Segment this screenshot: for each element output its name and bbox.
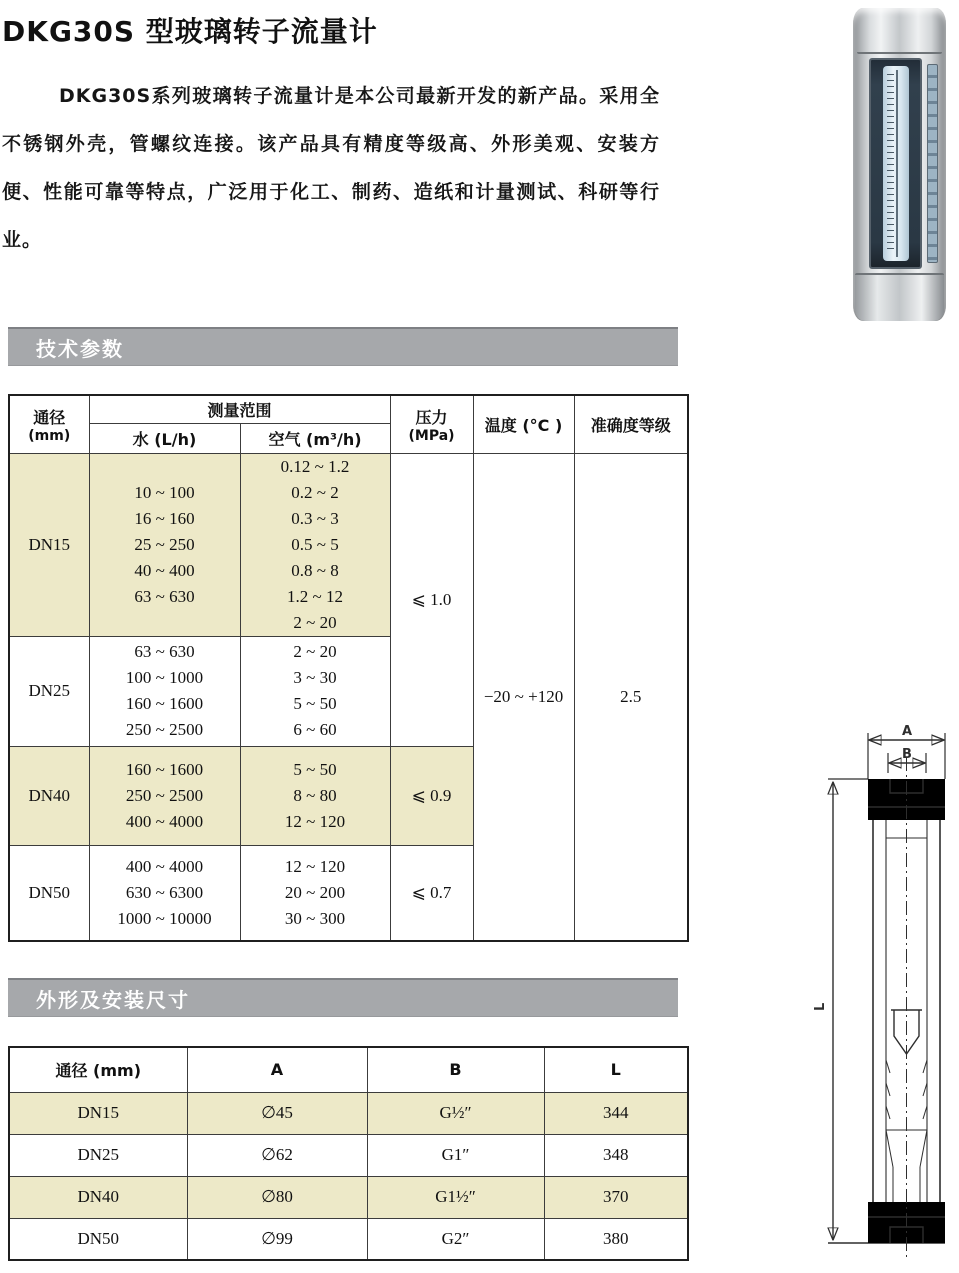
tech-params-table <box>8 394 689 942</box>
cell-dn40: DN40 <box>9 746 89 845</box>
dim-dn40: DN40 <box>9 1176 187 1218</box>
col-header-diameter: 通径 (mm) <box>9 395 89 453</box>
cell-pressure-dn50: ⩽ 0.7 <box>390 845 473 941</box>
section-header-tech-params <box>8 327 678 366</box>
drawing-label-l: L <box>813 1002 828 1011</box>
photo-scale-ticks <box>887 74 894 253</box>
photo-guide-rod <box>896 70 898 257</box>
drawing-label-a: A <box>902 724 913 739</box>
dim-dn50-l: 380 <box>544 1218 688 1260</box>
dim-dn50: DN50 <box>9 1218 187 1260</box>
col-header-pressure: 压力 (MPa) <box>390 395 473 453</box>
dim-dn25-l: 348 <box>544 1134 688 1176</box>
dim-col-header-dn: 通径 (mm) <box>9 1047 187 1092</box>
cell-dn25-water: 63 ~ 630 100 ~ 1000 160 ~ 1600 250 ~ 2500 <box>89 636 240 746</box>
cell-pressure-dn40: ⩽ 0.9 <box>390 746 473 845</box>
dim-col-header-b: B <box>367 1047 544 1092</box>
cell-temperature: −20 ~ +120 <box>473 453 574 941</box>
dim-dn15-b: G½″ <box>367 1092 544 1134</box>
cell-dn15-water: 10 ~ 100 16 ~ 160 25 ~ 250 40 ~ 400 63 ~ 630 <box>89 453 240 636</box>
intro-paragraph: DKG30S系列玻璃转子流量计是本公司最新开发的新产品。采用全不锈钢外壳，管螺纹连接。该产品具有精度等级高、外形美观、安装方便、性能可靠等特点，广泛用于化工、制药、造纸和计量测试、科研等行业。 <box>2 85 660 251</box>
dimension-drawing <box>790 705 955 1265</box>
cell-dn40-air: 5 ~ 50 8 ~ 80 12 ~ 120 <box>240 746 390 845</box>
dim-dn15-a: ∅45 <box>187 1092 367 1134</box>
col-header-water: 水 (L/h) <box>89 423 240 453</box>
dim-col-header-a: A <box>187 1047 367 1092</box>
col-header-temperature: 温度 (°C ) <box>473 395 574 453</box>
dim-dn50-a: ∅99 <box>187 1218 367 1260</box>
dimensions-table <box>8 1046 689 1261</box>
photo-bottom-cap <box>855 273 944 321</box>
dim-dn25: DN25 <box>9 1134 187 1176</box>
cell-dn15: DN15 <box>9 453 89 636</box>
cell-dn50-air: 12 ~ 120 20 ~ 200 30 ~ 300 <box>240 845 390 941</box>
dim-col-header-l: L <box>544 1047 688 1092</box>
dim-dn40-a: ∅80 <box>187 1176 367 1218</box>
page-title: DKG30S 型玻璃转子流量计 <box>2 15 378 48</box>
photo-glass-tube <box>883 66 909 261</box>
col-header-range: 测量范围 <box>89 395 390 423</box>
dim-dn40-l: 370 <box>544 1176 688 1218</box>
dim-dn25-b: G1″ <box>367 1134 544 1176</box>
drawing-label-b: B <box>902 747 912 762</box>
cell-dn25-air: 2 ~ 20 3 ~ 30 5 ~ 50 6 ~ 60 <box>240 636 390 746</box>
col-header-air: 空气 (m³/h) <box>240 423 390 453</box>
col-header-accuracy: 准确度等级 <box>574 395 688 453</box>
section-header-dimensions <box>8 978 678 1017</box>
dim-dn15: DN15 <box>9 1092 187 1134</box>
dim-dn40-b: G1½″ <box>367 1176 544 1218</box>
section-header-tech-params-label: 技术参数 <box>36 336 124 361</box>
dim-dn25-a: ∅62 <box>187 1134 367 1176</box>
cell-pressure-dn15-25: ⩽ 1.0 <box>390 453 473 746</box>
photo-side-strip <box>927 64 938 263</box>
photo-glass-window <box>869 58 922 269</box>
dim-dn15-l: 344 <box>544 1092 688 1134</box>
product-photo <box>853 8 946 321</box>
cell-dn15-air: 0.12 ~ 1.2 0.2 ~ 2 0.3 ~ 3 0.5 ~ 5 0.8 ~ 8 1.2 ~ 12 2 ~ 20 <box>240 453 390 636</box>
cell-dn50: DN50 <box>9 845 89 941</box>
section-header-dimensions-label: 外形及安装尺寸 <box>36 987 190 1012</box>
dim-dn50-b: G2″ <box>367 1218 544 1260</box>
cell-dn40-water: 160 ~ 1600 250 ~ 2500 400 ~ 4000 <box>89 746 240 845</box>
photo-top-cap <box>857 8 942 54</box>
cell-dn50-water: 400 ~ 4000 630 ~ 6300 1000 ~ 10000 <box>89 845 240 941</box>
cell-dn25: DN25 <box>9 636 89 746</box>
cell-accuracy: 2.5 <box>574 453 688 941</box>
